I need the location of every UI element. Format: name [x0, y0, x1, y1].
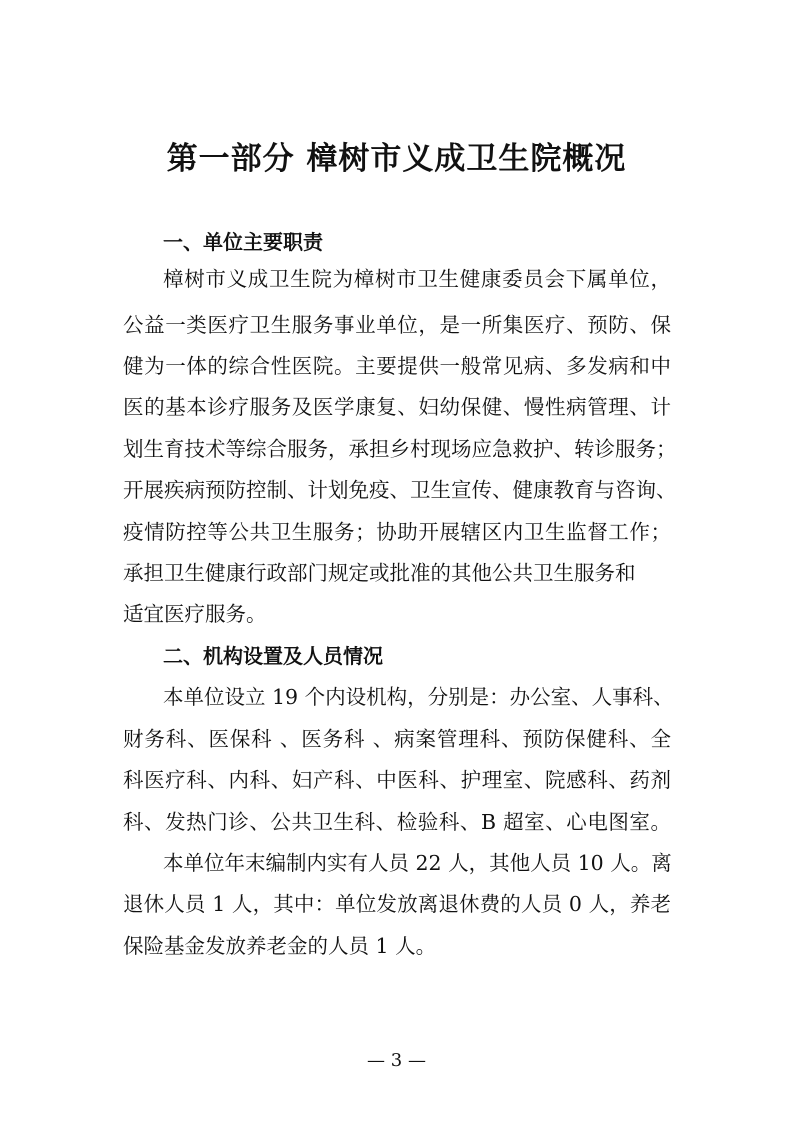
duties-line: 开展疾病预防控制、计划免疫、卫生宣传、健康教育与咨询、 [123, 478, 677, 502]
staff-line: 本单位年末编制内实有人员 22 人，其他人员 10 人。离 [163, 851, 672, 875]
staff-line: 退休人员 1 人，其中：单位发放离退休费的人员 0 人，养老 [123, 892, 671, 916]
section-heading-duties: 一、单位主要职责 [163, 230, 323, 254]
duties-line: 划生育技术等综合服务，承担乡村现场应急救护、转诊服务； [123, 437, 677, 461]
page-title: 第一部分 樟树市义成卫生院概况 [166, 141, 627, 177]
duties-line: 承担卫生健康行政部门规定或批准的其他公共卫生服务和 [123, 561, 636, 585]
duties-line: 适宜医疗服务。 [123, 602, 267, 626]
organization-line: 财务科、医保科 、医务科 、病案管理科、预防保健科、全 [123, 727, 671, 751]
organization-line: 本单位设立 19 个内设机构，分别是：办公室、人事科、 [163, 685, 674, 709]
page-number: — 3 — [367, 1050, 426, 1071]
organization-line: 科医疗科、内科、妇产科、中医科、护理室、院感科、药剂 [123, 768, 671, 792]
duties-line: 公益一类医疗卫生服务事业单位，是一所集医疗、预防、保 [123, 313, 671, 337]
staff-line: 保险基金发放养老金的人员 1 人。 [123, 934, 437, 958]
duties-line: 樟树市义成卫生院为樟树市卫生健康委员会下属单位， [163, 267, 671, 291]
duties-line: 医的基本诊疗服务及医学康复、妇幼保健、慢性病管理、计 [123, 395, 671, 419]
section-heading-organization: 二、机构设置及人员情况 [163, 644, 383, 668]
duties-line: 疫情防控等公共卫生服务；协助开展辖区内卫生监督工作； [123, 520, 671, 544]
organization-line: 科、发热门诊、公共卫生科、检验科、B 超室、心电图室。 [123, 810, 671, 834]
duties-line: 健为一体的综合性医院。主要提供一般常见病、多发病和中 [123, 354, 671, 378]
